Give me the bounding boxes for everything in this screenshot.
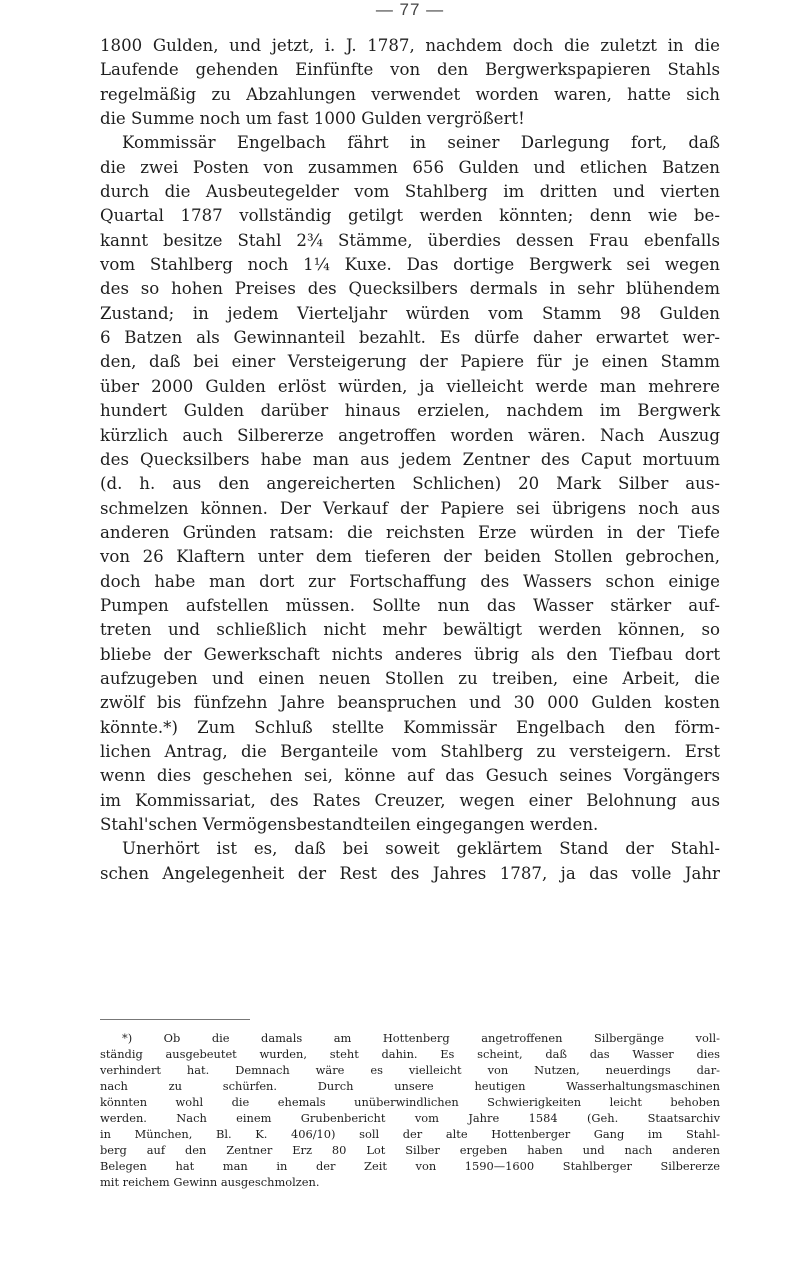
body-line: die Summe noch um fast 1000 Gulden vergrößert!	[100, 109, 525, 129]
page-number: — 77 —	[375, 0, 445, 19]
body-line: Pumpen aufstellen müssen. Sollte nun das Wasser stärker auf-	[100, 595, 720, 615]
body-line: des Quecksilbers habe man aus jedem Zentner des Caput mortuum	[100, 449, 720, 469]
footnote-divider	[100, 1019, 250, 1020]
body-line: Kommissär Engelbach fährt in seiner Darlegung fort, daß	[122, 133, 720, 153]
body-text	[100, 34, 720, 886]
footnote-line: mit reichem Gewinn ausgeschmolzen.	[100, 1175, 320, 1189]
footnote-line: Belegen hat man in der Zeit von 1590—1600 Stahlberger Silbererze	[100, 1159, 720, 1173]
body-line: lichen Antrag, die Berganteile vom Stahlberg zu versteigern. Erst	[100, 741, 720, 761]
footnote-line: *) Ob die damals am Hottenberg angetroffenen Silbergänge voll-	[122, 1031, 720, 1045]
body-line: Unerhört ist es, daß bei soweit geklärtem Stand der Stahl-	[122, 839, 720, 859]
footnote-line: ständig ausgebeutet wurden, steht dahin. Es scheint, daß das Wasser dies	[100, 1047, 720, 1061]
body-line: könnte.*) Zum Schluß stellte Kommissär Engelbach den förm-	[100, 717, 720, 737]
footnote-line: verhindert hat. Demnach wäre es vielleicht von Nutzen, neuerdings dar-	[100, 1063, 720, 1077]
body-line: den, daß bei einer Versteigerung der Papiere für je einen Stamm	[100, 352, 720, 372]
body-line: hundert Gulden darüber hinaus erzielen, nachdem im Bergwerk	[100, 401, 720, 421]
body-line: bliebe der Gewerkschaft nichts anderes übrig als den Tiefbau dort	[100, 644, 720, 664]
body-line: zwölf bis fünfzehn Jahre beanspruchen und 30 000 Gulden kosten	[100, 693, 720, 713]
body-line: treten und schließlich nicht mehr bewältigt werden können, so	[100, 620, 720, 640]
body-line: im Kommissariat, des Rates Creuzer, wegen einer Belohnung aus	[100, 790, 720, 810]
footnote-line: in München, Bl. K. 406/10) soll der alte Hottenberger Gang im Stahl-	[100, 1127, 720, 1141]
body-line: vom Stahlberg noch 1¼ Kuxe. Das dortige Bergwerk sei wegen	[100, 255, 720, 275]
body-line: kürzlich auch Silbererze angetroffen worden wären. Nach Auszug	[100, 425, 720, 445]
body-line: von 26 Klaftern unter dem tieferen der beiden Stollen gebrochen,	[100, 547, 720, 567]
body-line: Laufende gehenden Einfünfte von den Bergwerkspapieren Stahls	[100, 60, 720, 80]
body-line: 1800 Gulden, und jetzt, i. J. 1787, nachdem doch die zuletzt in die	[100, 36, 720, 55]
body-line: wenn dies geschehen sei, könne auf das Gesuch seines Vorgängers	[100, 766, 720, 786]
body-line: schmelzen können. Der Verkauf der Papiere sei übrigens noch aus	[100, 498, 720, 518]
footnote-line: nach zu schürfen. Durch unsere heutigen Wasserhaltungsmaschinen	[100, 1079, 720, 1093]
body-line: 6 Batzen als Gewinnanteil bezahlt. Es dürfe daher erwartet wer-	[100, 328, 720, 348]
body-line: (d. h. aus den angereicherten Schlichen) 20 Mark Silber aus-	[100, 474, 720, 494]
footnote-line: berg auf den Zentner Erz 80 Lot Silber ergeben haben und nach anderen	[100, 1143, 720, 1157]
body-line: Quartal 1787 vollständig getilgt werden könnten; denn wie be-	[100, 206, 720, 226]
body-line: Zustand; in jedem Vierteljahr würden vom Stamm 98 Gulden	[100, 303, 720, 323]
body-line: anderen Gründen ratsam: die reichsten Erze würden in der Tiefe	[100, 522, 720, 542]
body-line: die zwei Posten von zusammen 656 Gulden und etlichen Batzen	[100, 157, 720, 177]
footnote-line: könnten wohl die ehemals unüberwindlichen Schwierigkeiten leicht behoben	[100, 1095, 720, 1109]
footnote-line: werden. Nach einem Grubenbericht vom Jahre 1584 (Geh. Staatsarchiv	[100, 1111, 720, 1125]
body-line: schen Angelegenheit der Rest des Jahres 1787, ja das volle Jahr	[100, 863, 720, 883]
body-line: doch habe man dort zur Fortschaffung des Wassers schon einige	[100, 571, 720, 591]
body-line: regelmäßig zu Abzahlungen verwendet worden waren, hatte sich	[100, 84, 720, 104]
body-line: durch die Ausbeutegelder vom Stahlberg im dritten und vierten	[100, 182, 720, 202]
body-line: kannt besitze Stahl 2¾ Stämme, überdies dessen Frau ebenfalls	[100, 230, 720, 250]
body-line: aufzugeben und einen neuen Stollen zu treiben, eine Arbeit, die	[100, 668, 720, 688]
footnote	[100, 1030, 720, 1190]
body-line: über 2000 Gulden erlöst würden, ja vielleicht werde man mehrere	[100, 376, 720, 396]
body-line: Stahl'schen Vermögensbestandteilen eingegangen werden.	[100, 815, 599, 834]
body-line: des so hohen Preises des Quecksilbers dermals in sehr blühendem	[100, 279, 720, 299]
